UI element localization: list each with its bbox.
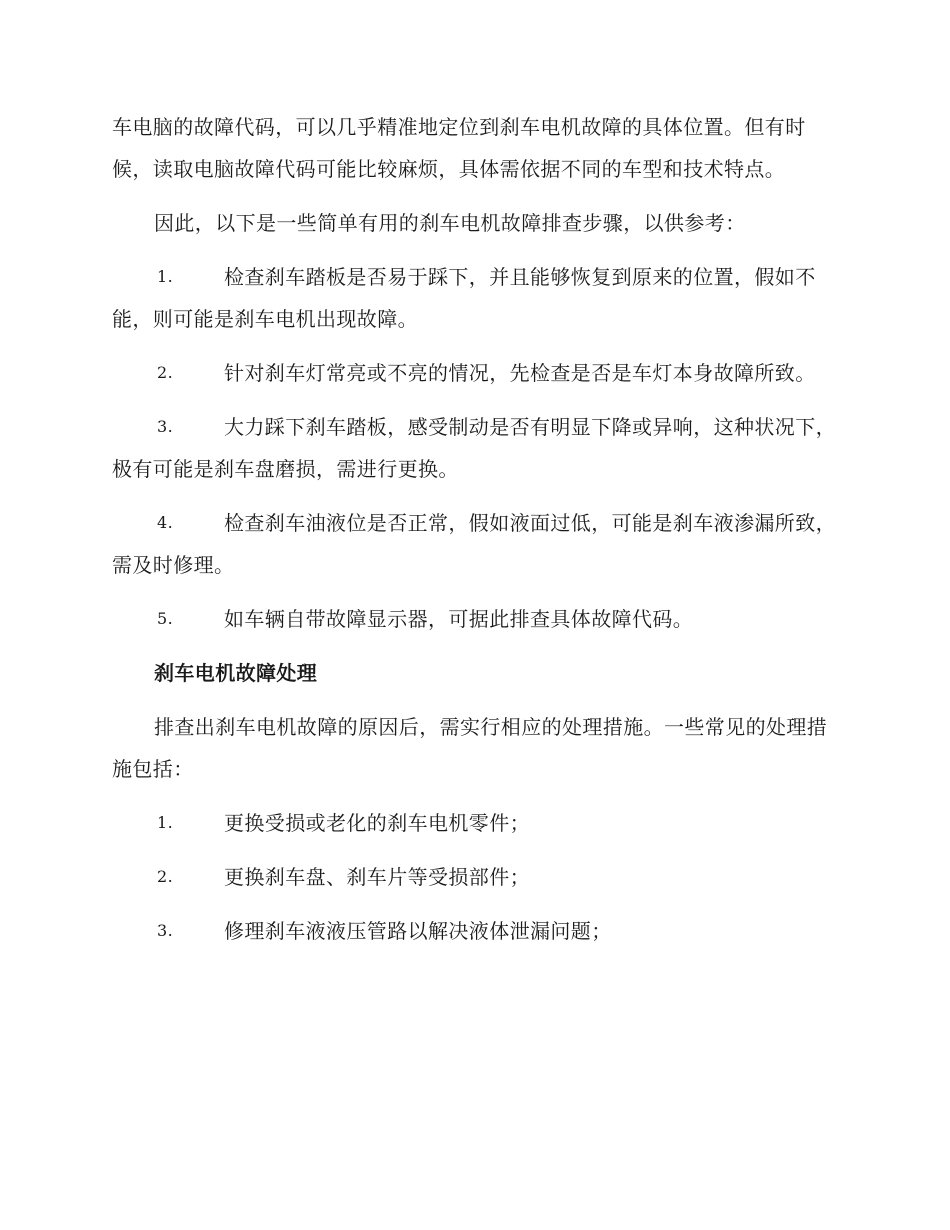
list-item [112, 910, 836, 952]
list-number: 3. [157, 417, 174, 436]
list-item-text: 如车辆自带故障显示器，可据此排查具体故障代码。 [224, 607, 694, 631]
list-number: 5. [157, 609, 174, 628]
list-item-text: 更换刹车盘、刹车片等受损部件； [224, 865, 530, 889]
list-item [112, 352, 836, 394]
list-item [112, 598, 836, 640]
document-body [112, 106, 836, 964]
list-item [112, 406, 836, 490]
list-item-text: 修理刹车液液压管路以解决液体泄漏问题； [224, 919, 612, 943]
list-number: 2. [157, 867, 174, 886]
list-item-text: 更换受损或老化的刹车电机零件； [224, 811, 530, 835]
intro-paragraph: 车电脑的故障代码，可以几乎精准地定位到刹车电机故障的具体位置。但有时候，读取电脑故障代码可能比较麻烦，具体需依据不同的车型和技术特点。 [112, 115, 806, 181]
list-number: 1. [157, 267, 174, 286]
list-item-text: 检查刹车油液位是否正常，假如液面过低，可能是刹车液渗漏所致，需及时修理。 [112, 511, 836, 577]
list-item [112, 502, 836, 586]
list-item-text: 检查刹车踏板是否易于踩下，并且能够恢复到原来的位置，假如不能，则可能是刹车电机出现故障。 [112, 265, 816, 331]
list-item [112, 856, 836, 898]
list-item [112, 802, 836, 844]
list-number: 2. [157, 363, 174, 382]
list-number: 1. [157, 813, 174, 832]
list-number: 3. [157, 921, 174, 940]
list-item-text: 针对刹车灯常亮或不亮的情况，先检查是否是车灯本身故障所致。 [224, 361, 816, 385]
list-item-text: 大力踩下刹车踏板，感受制动是否有明显下降或异响，这种状况下，极有可能是刹车盘磨损，需进行更换。 [112, 415, 836, 481]
steps-intro-paragraph: 因此，以下是一些简单有用的刹车电机故障排查步骤，以供参考： [154, 211, 746, 235]
list-item [112, 256, 836, 340]
list-number: 4. [157, 513, 174, 532]
section-heading: 刹车电机故障处理 [154, 661, 318, 685]
handling-intro-paragraph: 排查出刹车电机故障的原因后，需实行相应的处理措施。一些常见的处理措施包括： [112, 715, 828, 781]
